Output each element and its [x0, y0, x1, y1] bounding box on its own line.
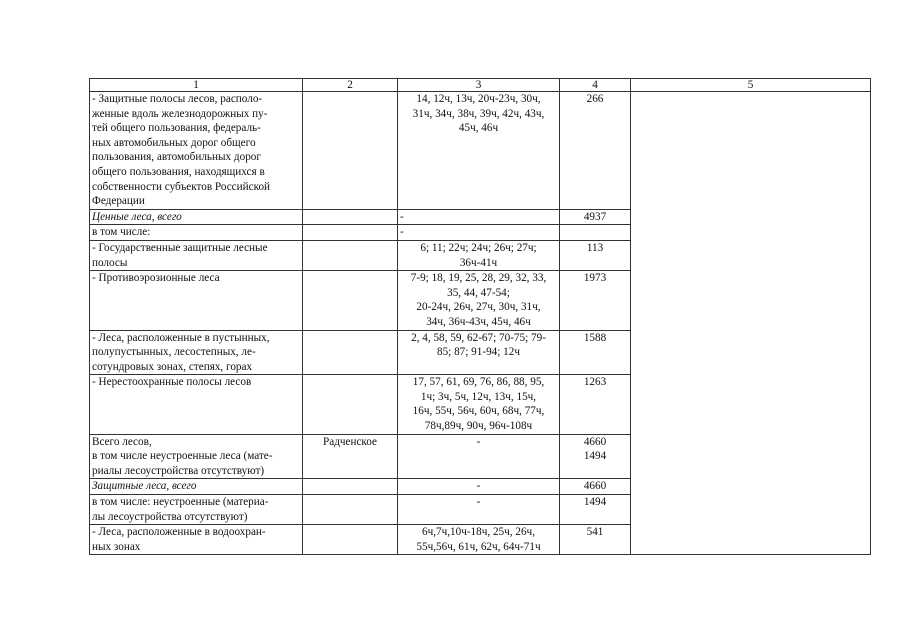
area-cell	[560, 525, 631, 555]
category-cell	[90, 330, 303, 375]
cell-text-line: 34ч, 36ч-43ч, 45ч, 46ч	[426, 315, 531, 328]
cell-text-line: 2, 4, 58, 59, 62-67; 70-75; 79-	[411, 331, 546, 344]
cell-text-line: 7-9; 18, 19, 25, 28, 29, 32, 33,	[410, 272, 547, 285]
cell-text-line: 1263	[583, 376, 607, 389]
locality-cell	[303, 479, 398, 495]
category-cell	[90, 434, 303, 479]
cell-text-line: - Леса, расположенные в пустынных,	[92, 331, 270, 344]
cell-text-line: 1494	[583, 496, 607, 509]
cell-text-line: -	[476, 435, 481, 448]
cell-text-line: 17, 57, 61, 69, 76, 86, 88, 95,	[412, 376, 545, 389]
cell-text-line: общего пользования, находящихся в	[92, 165, 265, 178]
column-header-3: 3	[398, 79, 560, 92]
locality-cell	[303, 240, 398, 270]
cell-text-line: Ценные леса, всего	[92, 210, 182, 223]
area-cell	[560, 240, 631, 270]
cell-text-line: Федерации	[92, 195, 145, 208]
cell-text-line: -	[400, 210, 404, 223]
cell-text-line: полупустынных, лесостепных, ле-	[92, 346, 256, 359]
quarters-cell	[398, 271, 560, 330]
cell-text-line: риалы лесоустройства отсутствуют)	[92, 464, 265, 477]
locality-cell	[303, 209, 398, 225]
cell-text-line: - Защитные полосы лесов, располо-	[92, 93, 263, 105]
cell-text-line: 4937	[583, 210, 607, 223]
area-cell	[560, 479, 631, 495]
cell-text-line: 541	[586, 526, 604, 539]
cell-text-line: 14, 12ч, 13ч, 20ч-23ч, 30ч,	[416, 93, 541, 105]
locality-cell	[303, 92, 398, 210]
cell-text-line: 1588	[583, 331, 607, 344]
cell-text-line: -	[400, 226, 404, 239]
locality-cell	[303, 330, 398, 375]
cell-text-line: - Противоэрозионные леса	[92, 272, 220, 285]
cell-text-line: 31ч, 34ч, 38ч, 39ч, 42ч, 43ч,	[412, 107, 545, 120]
locality-cell	[303, 271, 398, 330]
cell-text-line: женные вдоль железнодорожных пу-	[92, 107, 268, 120]
locality-cell	[303, 434, 398, 479]
cell-text-line: 36ч-41ч	[459, 256, 498, 269]
cell-text-line: Защитные леса, всего	[92, 480, 197, 493]
cell-text-line: 1494	[583, 450, 607, 463]
cell-text-line: 266	[586, 93, 604, 105]
quarters-cell	[398, 225, 560, 241]
cell-text-line: в том числе:	[92, 226, 151, 239]
area-cell	[560, 209, 631, 225]
cell-text-line: ных автомобильных дорог общего	[92, 136, 256, 149]
column-header-1: 1	[90, 79, 303, 92]
quarters-cell	[398, 92, 560, 210]
cell-text-line: 78ч,89ч, 90ч, 96ч-108ч	[424, 420, 533, 433]
quarters-cell	[398, 495, 560, 525]
table-row	[90, 92, 871, 210]
locality-cell	[303, 525, 398, 555]
cell-text-line: пользования, автомобильных дорог	[92, 151, 261, 164]
quarters-cell	[398, 525, 560, 555]
quarters-cell	[398, 479, 560, 495]
area-cell	[560, 92, 631, 210]
locality-cell	[303, 495, 398, 525]
cell-text-line: 35, 44, 47-54;	[447, 286, 510, 299]
notes-cell	[631, 92, 871, 555]
category-cell	[90, 525, 303, 555]
area-cell	[560, 375, 631, 434]
area-cell	[560, 434, 631, 479]
quarters-cell	[398, 330, 560, 375]
area-cell	[560, 225, 631, 241]
column-header-4: 4	[560, 79, 631, 92]
cell-text-line: 20-24ч, 26ч, 27ч, 30ч, 31ч,	[416, 301, 541, 314]
column-header-5: 5	[631, 79, 871, 92]
quarters-cell	[398, 209, 560, 225]
cell-text-line: 45ч, 46ч	[458, 122, 499, 135]
cell-text-line: - Леса, расположенные в водоохран-	[92, 526, 266, 539]
column-header-row	[90, 79, 871, 92]
cell-text-line: - Нерестоохранные полосы лесов	[92, 376, 252, 389]
locality-cell	[303, 375, 398, 434]
cell-text-line: 1ч; 3ч, 5ч, 12ч, 13ч, 15ч,	[420, 390, 537, 403]
cell-text-line: 6; 11; 22ч; 24ч; 26ч; 27ч;	[420, 241, 537, 254]
area-cell	[560, 271, 631, 330]
cell-text-line: 6ч,7ч,10ч-18ч, 25ч, 26ч,	[421, 526, 535, 539]
cell-text-line: тей общего пользования, федераль-	[92, 122, 261, 135]
category-cell	[90, 92, 303, 210]
category-cell	[90, 225, 303, 241]
category-cell	[90, 479, 303, 495]
cell-text-line: собственности субъектов Российской	[92, 180, 271, 193]
quarters-cell	[398, 240, 560, 270]
cell-text-line: -	[476, 496, 481, 509]
cell-text-line: 55ч,56ч, 61ч, 62ч, 64ч-71ч	[416, 540, 541, 553]
category-cell	[90, 271, 303, 330]
quarters-cell	[398, 434, 560, 479]
category-cell	[90, 240, 303, 270]
cell-text-line: в том числе неустроенные леса (мате-	[92, 450, 273, 463]
cell-text-line: Всего лесов,	[92, 435, 152, 448]
cell-text-line: в том числе: неустроенные (материа-	[92, 496, 269, 509]
area-cell	[560, 330, 631, 375]
cell-text-line: сотундровых зонах, степях, горах	[92, 360, 253, 373]
category-cell	[90, 495, 303, 525]
cell-text-line: 85; 87; 91-94; 12ч	[436, 346, 520, 359]
cell-text-line: 16ч, 55ч, 56ч, 60ч, 68ч, 77ч,	[412, 405, 545, 418]
cell-text-line: 1973	[583, 272, 607, 285]
cell-text-line: 4660	[583, 480, 607, 493]
cell-text-line: лы лесоустройства отсутствуют)	[92, 510, 248, 523]
cell-text-line: 4660	[583, 435, 607, 448]
table-body	[90, 79, 871, 555]
cell-text-line: Радченское	[323, 435, 377, 448]
category-cell	[90, 375, 303, 434]
cell-text-line: - Государственные защитные лесные	[92, 241, 268, 254]
forest-category-table	[89, 78, 871, 555]
cell-text-line: 113	[586, 241, 604, 254]
quarters-cell	[398, 375, 560, 434]
category-cell	[90, 209, 303, 225]
area-cell	[560, 495, 631, 525]
cell-text-line: -	[476, 480, 481, 493]
cell-text-line: полосы	[92, 256, 128, 269]
column-header-2: 2	[303, 79, 398, 92]
locality-cell	[303, 225, 398, 241]
cell-text-line: ных зонах	[92, 540, 141, 553]
